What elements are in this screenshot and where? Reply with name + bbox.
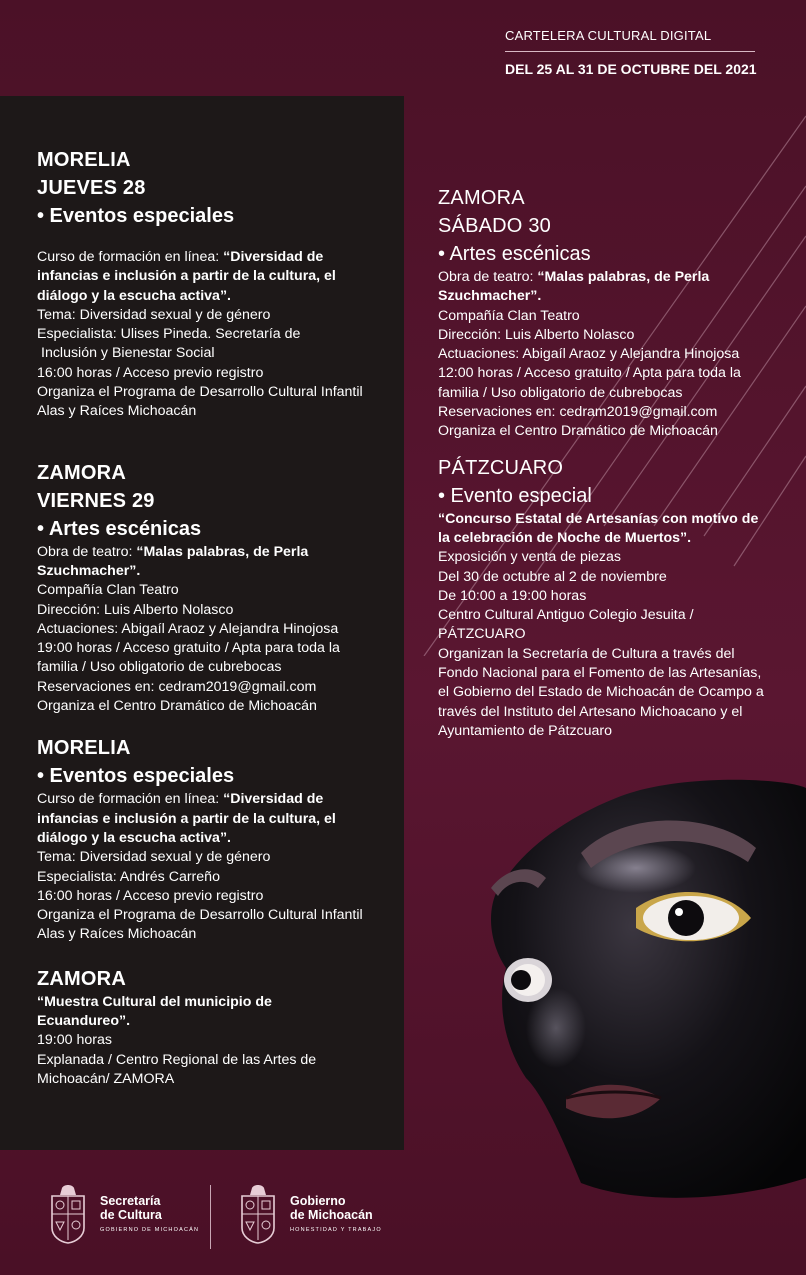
event-title: “Malas palabras, de Perla Szuchmacher”.	[37, 543, 309, 579]
event-line: Organiza el Centro Dramático de Michoacán	[37, 698, 317, 715]
event-title: “Diversidad de infancias e inclusión a partir de la cultura, el diálogo y la escucha activa”.	[37, 249, 336, 304]
event-line: 16:00 horas / Acceso previo registro	[37, 887, 264, 904]
event-line: Exposición y venta de piezas	[438, 549, 621, 566]
event-city: MORELIA	[37, 737, 131, 760]
event-city: MORELIA	[37, 149, 131, 171]
event-description	[37, 790, 367, 848]
event-line: Organiza el Programa de Desarrollo Cultural Infantil Alas y Raíces Michoacán	[37, 907, 363, 943]
event-intro: Obra de teatro:	[37, 543, 137, 560]
event-category: • Eventos especiales	[37, 205, 235, 227]
event-city: ZAMORA	[37, 461, 126, 484]
event-title: “Concurso Estatal de Artesanías con motivo de la celebración de Noche de Muertos”.	[438, 510, 759, 546]
logo-title: de Cultura	[100, 1207, 162, 1222]
event-line: Actuaciones: Abigaíl Araoz y Alejandra Hinojosa	[438, 346, 740, 363]
logo-tagline: GOBIERNO DE MICHOACÁN	[100, 1226, 200, 1233]
event-intro: Curso de formación en línea:	[37, 249, 224, 265]
event-day: VIERNES 29	[37, 489, 155, 512]
event-day: SÁBADO 30	[438, 215, 551, 237]
event-line: 19:00 horas	[37, 1032, 112, 1049]
footer-divider	[210, 1185, 211, 1249]
event-line: Tema: Diversidad sexual y de género	[37, 306, 271, 323]
event-line: Dirección: Luis Alberto Nolasco	[438, 326, 635, 343]
event-intro: Curso de formación en línea:	[37, 791, 224, 808]
event-line: Inclusión y Bienestar Social	[41, 345, 215, 362]
event-line: Organiza el Programa de Desarrollo Cultural Infantil Alas y Raíces Michoacán	[37, 384, 363, 420]
event-line: Reservaciones en: cedram2019@gmail.com	[37, 678, 317, 695]
header-divider	[505, 51, 755, 52]
event-line: Centro Cultural Antiguo Colegio Jesuita / PÁTZCUARO	[438, 607, 694, 643]
footer	[0, 1150, 806, 1275]
event-description	[37, 543, 367, 582]
event-line: Tema: Diversidad sexual y de género	[37, 849, 271, 866]
event-category: • Artes escénicas	[438, 243, 591, 265]
header-subtitle: CARTELERA CULTURAL DIGITAL	[505, 28, 712, 43]
event-line: 12:00 horas / Acceso gratuito / Apta para toda la familia / Uso obligatorio de cubrebocas	[438, 365, 741, 401]
event-line: Del 30 de octubre al 2 de noviembre	[438, 568, 667, 585]
event-day: JUEVES 28	[37, 177, 146, 199]
event-title: “Malas palabras, de Perla Szuchmacher”.	[438, 269, 710, 305]
event-line: De 10:00 a 19:00 horas	[438, 587, 587, 604]
event-line: Especialista: Andrés Carreño	[37, 868, 220, 885]
event-line: 19:00 horas / Acceso gratuito / Apta para toda la familia / Uso obligatorio de cubrebocas	[37, 640, 340, 676]
michoacan-coat-of-arms-icon	[48, 1182, 88, 1244]
event-line: Organiza el Centro Dramático de Michoacán	[438, 423, 718, 440]
right-column	[438, 184, 768, 741]
logo-title: de Michoacán	[290, 1207, 373, 1222]
logo-tagline: HONESTIDAD Y TRABAJO	[290, 1226, 382, 1233]
event-line: Actuaciones: Abigaíl Araoz y Alejandra Hinojosa	[37, 620, 339, 637]
secretaria-cultura-logo	[48, 1182, 199, 1244]
event-category: • Eventos especiales	[37, 765, 235, 788]
event-description	[438, 268, 768, 307]
event-title: “Diversidad de infancias e inclusión a partir de la cultura, el diálogo y la escucha activa”.	[37, 791, 336, 846]
event-line: Explanada / Centro Regional de las Artes de Michoacán/ ZAMORA	[37, 1051, 317, 1087]
mask-image	[486, 778, 806, 1208]
event-line: Organizan la Secretaría de Cultura a través del Fondo Nacional para el Fomento de las Artesanías, el Gobierno del Estado de Michoacán de Ocampo a través del Instituto del Artesano Michoacano y el Ayuntamiento de Pátzcuaro	[438, 645, 764, 739]
logo-title: Secretaría	[100, 1193, 161, 1208]
event-description	[37, 248, 367, 306]
event-city: PÁTZCUARO	[438, 456, 564, 479]
event-category: • Artes escénicas	[37, 517, 202, 540]
event-category: • Evento especial	[438, 484, 592, 507]
michoacan-coat-of-arms-icon	[238, 1182, 278, 1244]
header-dates: DEL 25 AL 31 DE OCTUBRE DEL 2021	[505, 61, 757, 77]
event-line: Dirección: Luis Alberto Nolasco	[37, 601, 234, 618]
logo-title: Gobierno	[290, 1193, 346, 1208]
event-title: “Muestra Cultural del municipio de Ecuandureo”.	[37, 993, 272, 1030]
event-line: 16:00 horas / Acceso previo registro	[37, 364, 264, 381]
event-intro: Obra de teatro:	[438, 269, 538, 285]
event-line: Reservaciones en: cedram2019@gmail.com	[438, 404, 718, 421]
event-city: ZAMORA	[37, 967, 126, 990]
event-line: Especialista: Ulises Pineda. Secretaría de	[37, 326, 301, 343]
event-line: Compañía Clan Teatro	[438, 307, 580, 324]
header	[0, 0, 806, 96]
event-city: ZAMORA	[438, 187, 525, 209]
event-line: Compañía Clan Teatro	[37, 582, 179, 599]
left-column	[37, 146, 367, 1089]
gobierno-michoacan-logo	[238, 1182, 382, 1244]
